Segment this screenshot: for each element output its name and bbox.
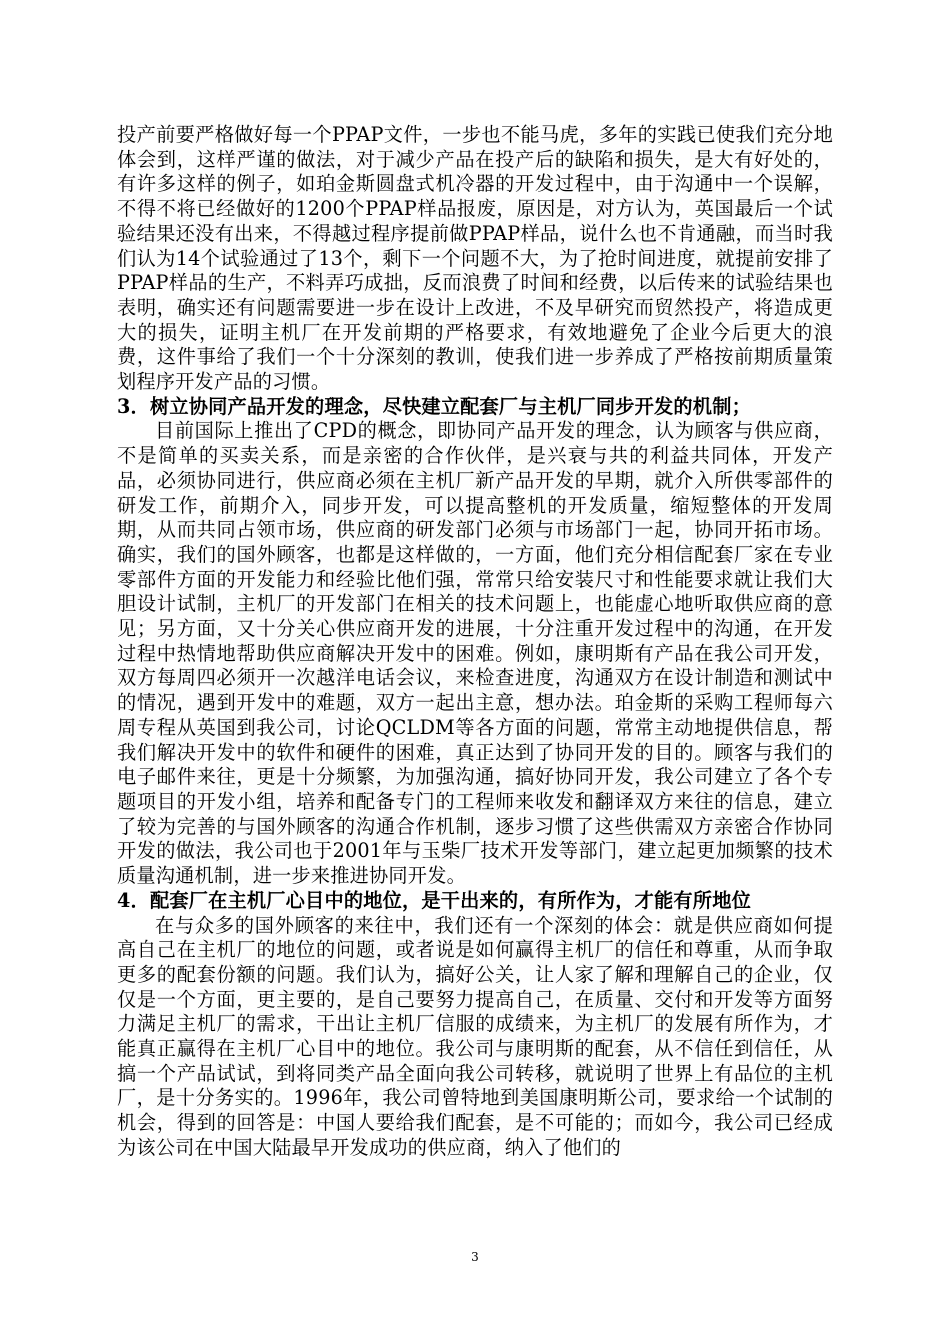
section-heading-4 bbox=[117, 889, 833, 914]
page-number: 3 bbox=[471, 1250, 479, 1264]
paragraph-supplier-position: 在与众多的国外顾客的来往中，我们还有一个深刻的体会：就是供应商如何提高自己在主机厂的地位的问题，或者说是如何赢得主机厂的信任和尊重，从而争取更多的配套份额的问题。我们认为，搞好公关，让人家了解和理解自己的企业，仅仅是一个方面，更主要的，是自己要努力提高自己，在质量、交付和开发等方面努力满足主机厂的需求，干出让主机厂信服的成绩来，为主机厂的发展有所作为，才能真正赢得在主机厂心目中的地位。我公司与康明斯的配套，从不信任到信任，从搞一个产品试试，到将同类产品全面向我公司转移，就说明了世界上有品位的主机厂，是十分务实的。1996年，我公司曾特地到美国康明斯公司，要求给一个试制的机会，得到的回答是：中国人要给我们配套，是不可能的；而如今，我公司已经成为该公司在中国大陆最早开发成功的供应商，纳入了他们的 bbox=[117, 913, 833, 1159]
section-title-4: 配套厂在主机厂心目中的地位，是干出来的，有所作为，才能有所地位 bbox=[149, 888, 751, 912]
document-page bbox=[117, 123, 833, 1161]
section-heading-3 bbox=[117, 395, 833, 420]
section-number-4: 4． bbox=[117, 888, 150, 912]
section-title-3: 树立协同产品开发的理念，尽快建立配套厂与主机厂同步开发的机制； bbox=[149, 394, 751, 418]
section-number-3: 3． bbox=[117, 394, 150, 418]
paragraph-ppap-lesson: 投产前要严格做好每一个PPAP文件，一步也不能马虎，多年的实践已使我们充分地体会到，这样严谨的做法，对于减少产品在投产后的缺陷和损失，是大有好处的，有许多这样的例子，如珀金斯圆盘式机冷器的开发过程中，由于沟通中一个误解，不得不将已经做好的1200个PPAP样品报废，原因是，对方认为，英国最后一个试验结果还没有出来，不得越过程序提前做PPAP样品，说什么也不肯通融，而当时我们认为14个试验通过了13个，剩下一个问题不大，为了抢时间进度，就提前安排了PPAP样品的生产，不料弄巧成拙，反而浪费了时间和经费，以后传来的试验结果也表明，确实还有问题需要进一步在设计上改进，不及早研究而贸然投产，将造成更大的损失，证明主机厂在开发前期的严格要求，有效地避免了企业今后更大的浪费，这件事给了我们一个十分深刻的教训，使我们进一步养成了严格按前期质量策划程序开发产品的习惯。 bbox=[117, 123, 833, 394]
paragraph-cpd-concept: 目前国际上推出了CPD的概念，即协同产品开发的理念，认为顾客与供应商，不是简单的买卖关系，而是亲密的合作伙伴，是兴衰与共的利益共同体，开发产品，必须协同进行，供应商必须在主机厂新产品开发的早期，就介入所供零部件的研发工作，前期介入，同步开发，可以提高整机的开发质量，缩短整体的开发周期，从而共同占领市场，供应商的研发部门必须与市场部门一起，协同开拓市场。确实，我们的国外顾客，也都是这样做的，一方面，他们充分相信配套厂家在专业零部件方面的开发能力和经验比他们强，常常只给安装尺寸和性能要求就让我们大胆设计试制，主机厂的开发部门在相关的技术问题上，也能虚心地听取供应商的意见；另方面，又十分关心供应商开发的进展，十分注重开发过程中的沟通，在开发过程中热情地帮助供应商解决开发中的困难。例如，康明斯有产品在我公司开发，双方每周四必须开一次越洋电话会议，来检查进度，沟通双方在设计制造和测试中的情况，遇到开发中的难题，双方一起出主意，想办法。珀金斯的采购工程师每六周专程从英国到我公司，讨论QCLDM等各方面的问题，常常主动地提供信息，帮我们解决开发中的软件和硬件的困难，真正达到了协同开发的目的。顾客与我们的电子邮件来往，更是十分频繁，为加强沟通，搞好协同开发，我公司建立了各个专题项目的开发小组，培养和配备专门的工程师来收发和翻译双方来往的信息，建立了较为完善的与国外顾客的沟通合作机制，逐步习惯了这些供需双方亲密合作协同开发的做法，我公司也于2001年与玉柴厂技术开发等部门，建立起更加频繁的技术质量沟通机制，进一步来推进协同开发。 bbox=[117, 419, 833, 888]
